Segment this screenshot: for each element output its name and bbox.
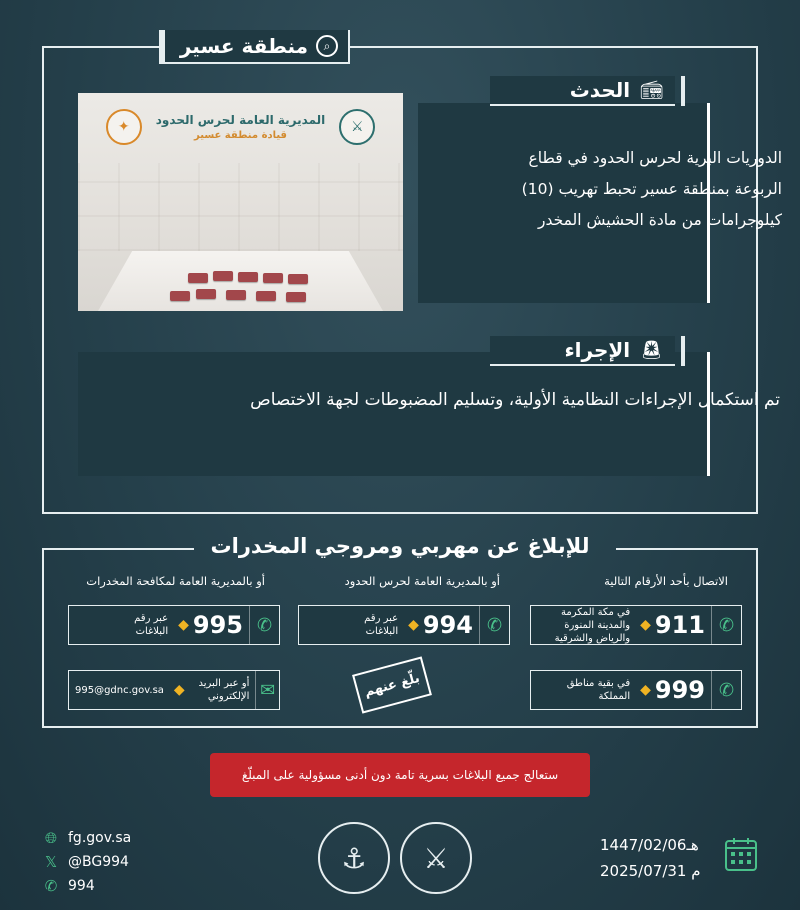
- region-command-emblem-icon: ✦: [106, 109, 142, 145]
- number-995-label: عبر رقم البلاغات: [134, 613, 169, 637]
- number-994: 994: [422, 611, 473, 639]
- report-col-head-border-guard: أو بالمديرية العامة لحرس الحدود: [344, 574, 500, 588]
- email-value[interactable]: 995@gdnc.gov.sa: [75, 684, 164, 696]
- seized-package: [263, 273, 283, 283]
- calendar-icon: [724, 836, 758, 872]
- number-995: 995: [192, 611, 243, 639]
- footer-x-handle[interactable]: @BG994: [68, 854, 129, 870]
- footer-dates: [600, 832, 701, 884]
- x-logo-icon: 𝕏: [44, 853, 58, 871]
- action-heading: الإجراء: [564, 338, 631, 362]
- phone-icon: ✆: [249, 606, 279, 644]
- date-hijri: 1447/02/06هـ: [600, 836, 699, 854]
- seized-package: [188, 273, 208, 283]
- footer-website-row[interactable]: [42, 826, 131, 850]
- number-994-box[interactable]: [298, 605, 510, 645]
- event-heading: الحدث: [569, 78, 631, 102]
- report-col-head-narcotics: أو بالمديرية العامة لمكافحة المخدرات: [86, 574, 265, 588]
- seized-package: [226, 290, 246, 300]
- photo-banner-subtitle: قيادة منطقة عسير: [194, 130, 287, 141]
- seized-package: [213, 271, 233, 281]
- email-box[interactable]: [68, 670, 280, 710]
- phone-icon: ✆: [711, 606, 741, 644]
- seized-package: [238, 272, 258, 282]
- radio-icon: 📻︎: [640, 79, 663, 101]
- siren-icon: 🚨︎: [640, 339, 663, 361]
- arrow-icon: ◆: [640, 617, 651, 633]
- number-999-box[interactable]: [530, 670, 742, 710]
- report-title: للإبلاغ عن مهربي ومروجي المخدرات: [210, 534, 590, 558]
- saudi-emblem-icon: ⚔: [400, 822, 472, 894]
- arrow-icon: ◆: [640, 682, 651, 698]
- border-guard-emblem-icon: ⚓: [318, 822, 390, 894]
- footer-contacts: [42, 826, 131, 898]
- confidentiality-warning: ستعالج جميع البلاغات بسرية تامة دون أدنى مسؤولية على المبلّغ: [210, 753, 590, 797]
- number-911-label: في مكة المكرمة والمدينة المنورة والرياض والشرقية: [554, 606, 631, 644]
- phone-icon: ✆: [44, 877, 58, 895]
- number-911: 911: [654, 611, 705, 639]
- footer-phone[interactable]: 994: [68, 878, 95, 894]
- footer-x-row[interactable]: [42, 850, 131, 874]
- action-text: تم استكمال الإجراءات النظامية الأولية، وتسليم المضبوطات لجهة الاختصاص: [250, 390, 780, 410]
- map-search-icon: ⌕: [316, 35, 338, 57]
- event-heading-tag: [490, 76, 675, 106]
- number-911-box[interactable]: [530, 605, 742, 645]
- number-999: 999: [654, 676, 705, 704]
- footer-website[interactable]: fg.gov.sa: [68, 830, 132, 846]
- action-heading-bar: [681, 336, 685, 366]
- arrow-icon: ◆: [173, 682, 185, 698]
- action-heading-tag: [490, 336, 675, 366]
- event-heading-bar: [681, 76, 685, 106]
- report-stamp: بلّغ عنهم: [352, 656, 432, 713]
- phone-icon: ✆: [711, 671, 741, 709]
- region-tag: [165, 30, 350, 64]
- date-gregorian: 2025/07/31 م: [600, 862, 701, 880]
- email-icon: ✉: [255, 671, 279, 709]
- footer-phone-row[interactable]: [42, 874, 131, 898]
- seized-package: [288, 274, 308, 284]
- report-col-head-numbers: الاتصال بأحد الأرقام التالية: [604, 574, 728, 588]
- seized-package: [256, 291, 276, 301]
- seized-package: [196, 289, 216, 299]
- number-994-label: عبر رقم البلاغات: [364, 613, 399, 637]
- photo-banner-title: المديرية العامة لحرس الحدود: [155, 113, 326, 127]
- globe-icon: 🌐︎: [44, 829, 57, 847]
- region-label: منطقة عسير: [179, 34, 308, 58]
- seized-package: [170, 291, 190, 301]
- number-995-box[interactable]: [68, 605, 280, 645]
- email-label: أو عبر البريد الإلكتروني: [198, 678, 250, 702]
- seizure-photo: [78, 93, 403, 311]
- photo-banner: [78, 103, 403, 151]
- border-guard-emblem-icon: ⚔: [339, 109, 375, 145]
- arrow-icon: ◆: [408, 617, 419, 633]
- seized-package: [286, 292, 306, 302]
- number-999-label: في بقية مناطق المملكة: [566, 678, 631, 702]
- event-text: الدوريات البرية لحرس الحدود في قطاع الربوعة بمنطقة عسير تحبط تهريب (10) كيلوجرامات من مادة الحشيش المخدر: [521, 149, 782, 229]
- phone-icon: ✆: [479, 606, 509, 644]
- backdrop-pattern: [78, 163, 403, 251]
- arrow-icon: ◆: [178, 617, 189, 633]
